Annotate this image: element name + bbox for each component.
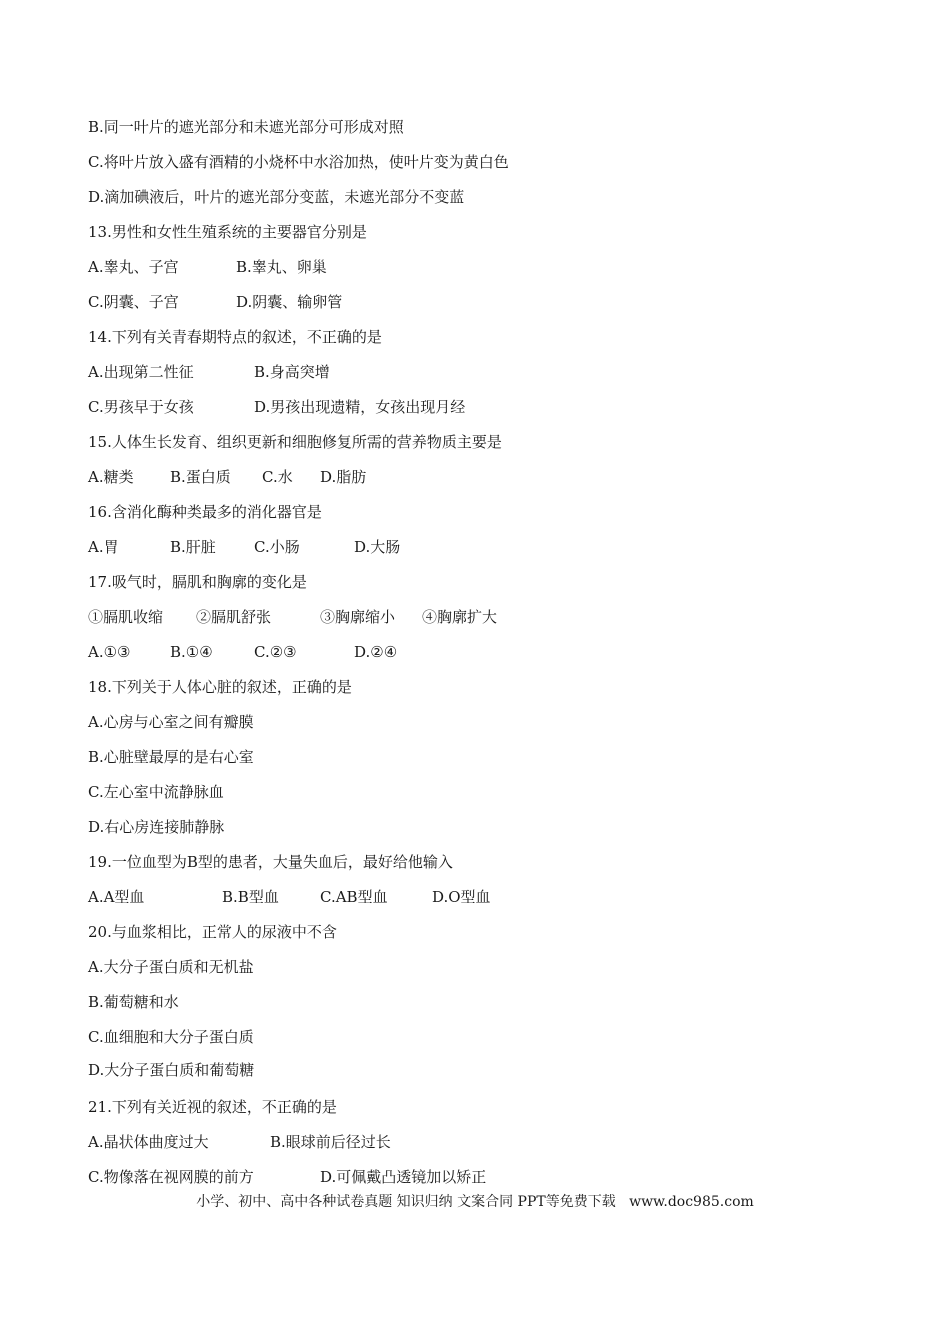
q16-option-c: C.小肠 [254,538,300,556]
q21-option-b: B.眼球前后径过长 [270,1133,391,1151]
q18-option-c: C.左心室中流静脉血 [88,783,224,801]
q21-option-d: D.可佩戴凸透镜加以矫正 [320,1168,487,1186]
q12-option-d: D.滴加碘液后，叶片的遮光部分变蓝，未遮光部分不变蓝 [88,188,465,206]
q17-item-4: ④胸廓扩大 [422,608,498,626]
question-16: 16.含消化酶种类最多的消化器官是 [88,503,322,521]
q17-item-2: ②膈肌舒张 [196,608,272,626]
q19-option-b: B.B型血 [222,888,279,906]
q14-option-d: D.男孩出现遗精，女孩出现月经 [254,398,466,416]
question-20: 20.与血浆相比，正常人的尿液中不含 [88,923,337,941]
q13-option-a: A.睾丸、子宫 [88,258,179,276]
q17-item-1: ①膈肌收缩 [88,608,164,626]
q13-option-d: D.阴囊、输卵管 [236,293,343,311]
q15-option-d: D.脂肪 [320,468,367,486]
q17-item-3: ③胸廓缩小 [320,608,396,626]
q16-option-b: B.肝脏 [170,538,216,556]
q19-option-c: C.AB型血 [320,888,388,906]
question-17: 17.吸气时，膈肌和胸廓的变化是 [88,573,307,591]
q21-option-a: A.晶状体曲度过大 [88,1133,209,1151]
q18-option-b: B.心脏壁最厚的是右心室 [88,748,254,766]
question-13: 13.男性和女性生殖系统的主要器官分别是 [88,223,367,241]
q20-option-d: D.大分子蛋白质和葡萄糖 [88,1061,255,1079]
q17-option-a: A.①③ [88,643,131,661]
q20-option-a: A.大分子蛋白质和无机盐 [88,958,254,976]
question-14: 14.下列有关青春期特点的叙述，不正确的是 [88,328,382,346]
q13-option-b: B.睾丸、卵巢 [236,258,327,276]
q16-option-d: D.大肠 [354,538,401,556]
q21-option-c: C.物像落在视网膜的前方 [88,1168,254,1186]
q13-option-c: C.阴囊、子宫 [88,293,179,311]
page-footer: 小学、初中、高中各种试卷真题 知识归纳 文案合同 PPT等免费下载 www.doc985.com [196,1194,754,1210]
q17-option-d: D.②④ [354,643,398,661]
question-18: 18.下列关于人体心脏的叙述，正确的是 [88,678,352,696]
q14-option-a: A.出现第二性征 [88,363,194,381]
q20-option-c: C.血细胞和大分子蛋白质 [88,1028,254,1046]
q19-option-d: D.O型血 [432,888,491,906]
q18-option-d: D.右心房连接肺静脉 [88,818,225,836]
q12-option-c: C.将叶片放入盛有酒精的小烧杯中水浴加热，使叶片变为黄白色 [88,153,509,171]
q16-option-a: A.胃 [88,538,119,556]
q17-option-b: B.①④ [170,643,213,661]
q14-option-b: B.身高突增 [254,363,330,381]
q15-option-a: A.糖类 [88,468,134,486]
question-15: 15.人体生长发育、组织更新和细胞修复所需的营养物质主要是 [88,433,502,451]
q17-option-c: C.②③ [254,643,297,661]
q18-option-a: A.心房与心室之间有瓣膜 [88,713,254,731]
q12-option-b: B.同一叶片的遮光部分和未遮光部分可形成对照 [88,118,404,136]
q14-option-c: C.男孩早于女孩 [88,398,194,416]
question-21: 21.下列有关近视的叙述，不正确的是 [88,1098,337,1116]
question-19: 19.一位血型为B型的患者，大量失血后，最好给他输入 [88,853,453,871]
q19-option-a: A.A型血 [88,888,145,906]
q15-option-b: B.蛋白质 [170,468,231,486]
q20-option-b: B.葡萄糖和水 [88,993,179,1011]
q15-option-c: C.水 [262,468,293,486]
